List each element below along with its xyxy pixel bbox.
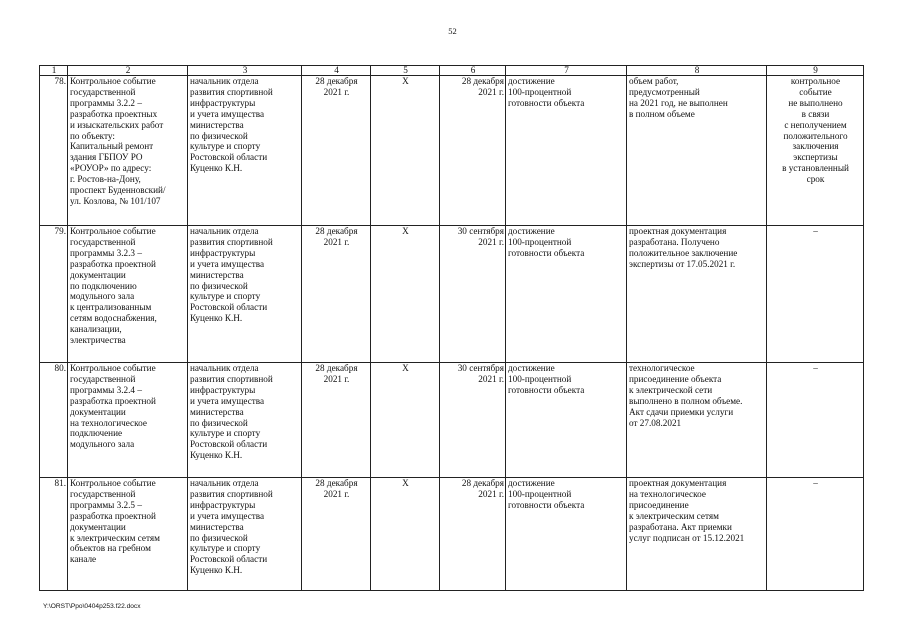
- event-description-line: на технологическое: [70, 417, 147, 428]
- actual-result: [627, 363, 767, 478]
- actual-result-line: разработана. Получено: [629, 236, 720, 247]
- responsible-person-line: развития спортивной: [190, 86, 273, 97]
- event-description-line: г. Ростов-на-Дону,: [70, 174, 141, 185]
- event-description-line: Контрольное событие: [70, 226, 156, 236]
- responsible-person: [188, 363, 302, 478]
- column-header-7: 7: [506, 66, 627, 76]
- responsible-person-line: Ростовской области: [190, 439, 268, 450]
- row-number: 80.: [40, 363, 68, 478]
- column-header-8: 8: [627, 66, 767, 76]
- planned-date: [302, 226, 371, 363]
- reason-note-line: –: [813, 226, 818, 236]
- actual-result-line: предусмотренный: [629, 86, 700, 97]
- expected-result-line: 100-процентной: [508, 86, 572, 97]
- actual-date-line: 2021 г.: [478, 236, 504, 247]
- planned-date-line: 28 декабря: [315, 76, 358, 86]
- reason-note: [767, 76, 864, 226]
- planned-date-line: 28 декабря: [315, 363, 358, 373]
- event-description-line: по подключению: [70, 280, 137, 291]
- responsible-person-line: Ростовской области: [190, 152, 268, 163]
- actual-result-line: на технологическое: [629, 488, 706, 499]
- actual-result-line: экспертизы от 17.05.2021 г.: [629, 258, 736, 269]
- reason-note-line: событие: [799, 86, 832, 97]
- expected-result-line: готовности объекта: [508, 384, 585, 395]
- actual-date-line: 2021 г.: [478, 488, 504, 499]
- responsible-person-line: развития спортивной: [190, 488, 273, 499]
- event-description-line: проспект Буденновский/: [70, 185, 166, 196]
- expected-result-line: достижение: [508, 226, 555, 236]
- table-row: [40, 478, 864, 591]
- responsible-person-line: начальник отдела: [190, 76, 259, 86]
- event-description-line: ул. Козлова, № 101/107: [70, 195, 161, 206]
- responsible-person-line: и учета имущества: [190, 510, 265, 521]
- planned-date-line: 28 декабря: [315, 478, 358, 488]
- responsible-person-line: Куценко К.Н.: [190, 313, 243, 324]
- reason-note-line: в установленный: [782, 163, 849, 174]
- responsible-person-line: инфраструктуры: [190, 247, 256, 258]
- reason-note: [767, 363, 864, 478]
- responsible-person-line: инфраструктуры: [190, 499, 256, 510]
- event-description-line: Капитальный ремонт: [70, 141, 154, 152]
- responsible-person-line: по физической: [190, 532, 248, 543]
- actual-date-line: 2021 г.: [478, 373, 504, 384]
- responsible-person-line: министерства: [190, 406, 244, 417]
- responsible-person-line: культуре и спорту: [190, 428, 261, 439]
- event-description-line: по объекту:: [70, 130, 115, 141]
- reason-note-line: срок: [806, 174, 825, 185]
- actual-date-line: 30 сентября: [457, 363, 504, 373]
- event-description-line: государственной: [70, 236, 136, 247]
- reason-note-line: с неполучением: [784, 119, 847, 130]
- actual-date-line: 2021 г.: [478, 86, 504, 97]
- event-description: [68, 226, 188, 363]
- actual-result-line: технологическое: [629, 363, 695, 373]
- planned-date: [302, 363, 371, 478]
- responsible-person-line: начальник отдела: [190, 478, 259, 488]
- responsible-person-line: культуре и спорту: [190, 543, 261, 554]
- event-description-line: государственной: [70, 488, 136, 499]
- row-number: 78.: [40, 76, 68, 226]
- responsible-person-line: Куценко К.Н.: [190, 163, 243, 174]
- col5-mark: Х: [371, 363, 440, 478]
- event-description-line: Контрольное событие: [70, 363, 156, 373]
- event-description-line: программы 3.2.4 –: [70, 384, 142, 395]
- event-description-line: разработка проектных: [70, 108, 158, 119]
- event-description-line: подключение: [70, 428, 123, 439]
- actual-date: [440, 363, 506, 478]
- column-header-2: 2: [68, 66, 188, 76]
- page-number: 52: [448, 26, 457, 36]
- actual-result: [627, 76, 767, 226]
- actual-date-line: 28 декабря: [461, 76, 504, 86]
- event-description-line: к централизованным: [70, 302, 152, 313]
- event-description-line: канализации,: [70, 324, 122, 335]
- actual-result-line: к электрической сети: [629, 384, 713, 395]
- row-number: 81.: [40, 478, 68, 591]
- planned-date-line: 2021 г.: [323, 86, 350, 97]
- actual-date-line: 28 декабря: [461, 478, 504, 488]
- event-description-line: к электрическим сетям: [70, 532, 160, 543]
- column-header-4: 4: [302, 66, 371, 76]
- expected-result-line: 100-процентной: [508, 488, 572, 499]
- event-description-line: разработка проектной: [70, 395, 156, 406]
- responsible-person-line: развития спортивной: [190, 236, 273, 247]
- actual-date: [440, 478, 506, 591]
- event-description-line: программы 3.2.2 –: [70, 97, 142, 108]
- event-description-line: программы 3.2.3 –: [70, 247, 142, 258]
- event-description-line: модульного зала: [70, 291, 135, 302]
- responsible-person-line: по физической: [190, 417, 248, 428]
- planned-date: [302, 478, 371, 591]
- event-description-line: документации: [70, 269, 126, 280]
- event-description: [68, 363, 188, 478]
- reason-note: [767, 226, 864, 363]
- expected-result: [506, 363, 627, 478]
- event-description-line: государственной: [70, 86, 136, 97]
- table-row: [40, 363, 864, 478]
- column-header-5: 5: [371, 66, 440, 76]
- header-row: [40, 66, 864, 76]
- event-description-line: и изыскательских работ: [70, 119, 164, 130]
- table-body: [40, 76, 864, 591]
- actual-date: [440, 76, 506, 226]
- actual-result-line: положительное заключение: [629, 247, 738, 258]
- reason-note-line: в связи: [801, 108, 830, 119]
- event-description-line: Контрольное событие: [70, 76, 156, 86]
- control-events-table: [39, 65, 864, 591]
- actual-result-line: услуг подписан от 15.12.2021: [629, 532, 745, 543]
- responsible-person-line: по физической: [190, 280, 248, 291]
- responsible-person-line: Куценко К.Н.: [190, 450, 243, 461]
- responsible-person-line: инфраструктуры: [190, 384, 256, 395]
- responsible-person-line: и учета имущества: [190, 108, 265, 119]
- event-description-line: разработка проектной: [70, 258, 156, 269]
- actual-date: [440, 226, 506, 363]
- responsible-person-line: начальник отдела: [190, 363, 259, 373]
- event-description-line: разработка проектной: [70, 510, 156, 521]
- event-description: [68, 76, 188, 226]
- actual-result-line: присоединение объекта: [629, 373, 722, 384]
- actual-result-line: к электрическим сетям: [629, 510, 719, 521]
- col5-mark: Х: [371, 478, 440, 591]
- actual-result-line: на 2021 год, не выполнен: [629, 97, 728, 108]
- responsible-person-line: культуре и спорту: [190, 291, 261, 302]
- event-description: [68, 478, 188, 591]
- reason-note-line: экспертизы: [793, 152, 838, 163]
- actual-result-line: объем работ,: [629, 76, 679, 86]
- event-description-line: объектов на гребном: [70, 543, 151, 554]
- actual-result-line: выполнено в полном объеме.: [629, 395, 743, 406]
- responsible-person-line: по физической: [190, 130, 248, 141]
- responsible-person-line: начальник отдела: [190, 226, 259, 236]
- event-description-line: программы 3.2.5 –: [70, 499, 142, 510]
- responsible-person-line: министерства: [190, 521, 244, 532]
- expected-result-line: достижение: [508, 363, 555, 373]
- responsible-person-line: развития спортивной: [190, 373, 273, 384]
- expected-result: [506, 478, 627, 591]
- col5-mark: Х: [371, 226, 440, 363]
- column-header-1: 1: [40, 66, 68, 76]
- expected-result-line: достижение: [508, 478, 555, 488]
- event-description-line: канале: [70, 554, 97, 565]
- reason-note-line: не выполнено: [788, 97, 843, 108]
- expected-result-line: 100-процентной: [508, 373, 572, 384]
- reason-note-line: заключения: [792, 141, 839, 152]
- planned-date-line: 2021 г.: [323, 373, 350, 384]
- event-description-line: документации: [70, 521, 126, 532]
- row-number: 79.: [40, 226, 68, 363]
- column-header-3: 3: [188, 66, 302, 76]
- event-description-line: Контрольное событие: [70, 478, 156, 488]
- reason-note-line: положительного: [783, 130, 848, 141]
- event-description-line: электричества: [70, 335, 126, 346]
- expected-result: [506, 76, 627, 226]
- table-row: [40, 76, 864, 226]
- expected-result-line: готовности объекта: [508, 247, 585, 258]
- reason-note-line: –: [813, 478, 818, 488]
- column-header-9: 9: [767, 66, 864, 76]
- responsible-person-line: Куценко К.Н.: [190, 565, 243, 576]
- actual-result-line: от 27.08.2021: [629, 417, 682, 428]
- responsible-person-line: и учета имущества: [190, 258, 265, 269]
- actual-result-line: Акт сдачи приемки услуги: [629, 406, 734, 417]
- event-description-line: «РОУОР» по адресу:: [70, 163, 152, 174]
- planned-date-line: 28 декабря: [315, 226, 358, 236]
- expected-result-line: готовности объекта: [508, 97, 585, 108]
- planned-date-line: 2021 г.: [323, 488, 350, 499]
- responsible-person-line: Ростовской области: [190, 554, 268, 565]
- responsible-person: [188, 226, 302, 363]
- column-header-6: 6: [440, 66, 506, 76]
- responsible-person-line: Ростовской области: [190, 302, 268, 313]
- col5-mark: Х: [371, 76, 440, 226]
- expected-result: [506, 226, 627, 363]
- expected-result-line: 100-процентной: [508, 236, 572, 247]
- planned-date: [302, 76, 371, 226]
- reason-note: [767, 478, 864, 591]
- actual-result-line: проектная документация: [629, 478, 727, 488]
- actual-result-line: в полном объеме: [629, 108, 695, 119]
- reason-note-line: –: [813, 363, 818, 373]
- actual-result: [627, 226, 767, 363]
- responsible-person-line: министерства: [190, 269, 244, 280]
- event-description-line: документации: [70, 406, 126, 417]
- actual-result-line: проектная документация: [629, 226, 727, 236]
- event-description-line: модульного зала: [70, 439, 135, 450]
- event-description-line: здания ГБПОУ РО: [70, 152, 143, 163]
- table-row: [40, 226, 864, 363]
- actual-result-line: присоединение: [629, 499, 689, 510]
- responsible-person-line: министерства: [190, 119, 244, 130]
- responsible-person-line: культуре и спорту: [190, 141, 261, 152]
- responsible-person-line: инфраструктуры: [190, 97, 256, 108]
- actual-result-line: разработана. Акт приемки: [629, 521, 732, 532]
- actual-result: [627, 478, 767, 591]
- event-description-line: государственной: [70, 373, 136, 384]
- event-description-line: сетям водоснабжения,: [70, 313, 157, 324]
- responsible-person: [188, 76, 302, 226]
- expected-result-line: готовности объекта: [508, 499, 585, 510]
- responsible-person: [188, 478, 302, 591]
- reason-note-line: контрольное: [790, 76, 841, 86]
- footer-file-path: Y:\ORST\Ppo\0404p253.f22.docx: [43, 603, 141, 610]
- planned-date-line: 2021 г.: [323, 236, 350, 247]
- responsible-person-line: и учета имущества: [190, 395, 265, 406]
- actual-date-line: 30 сентября: [457, 226, 504, 236]
- expected-result-line: достижение: [508, 76, 555, 86]
